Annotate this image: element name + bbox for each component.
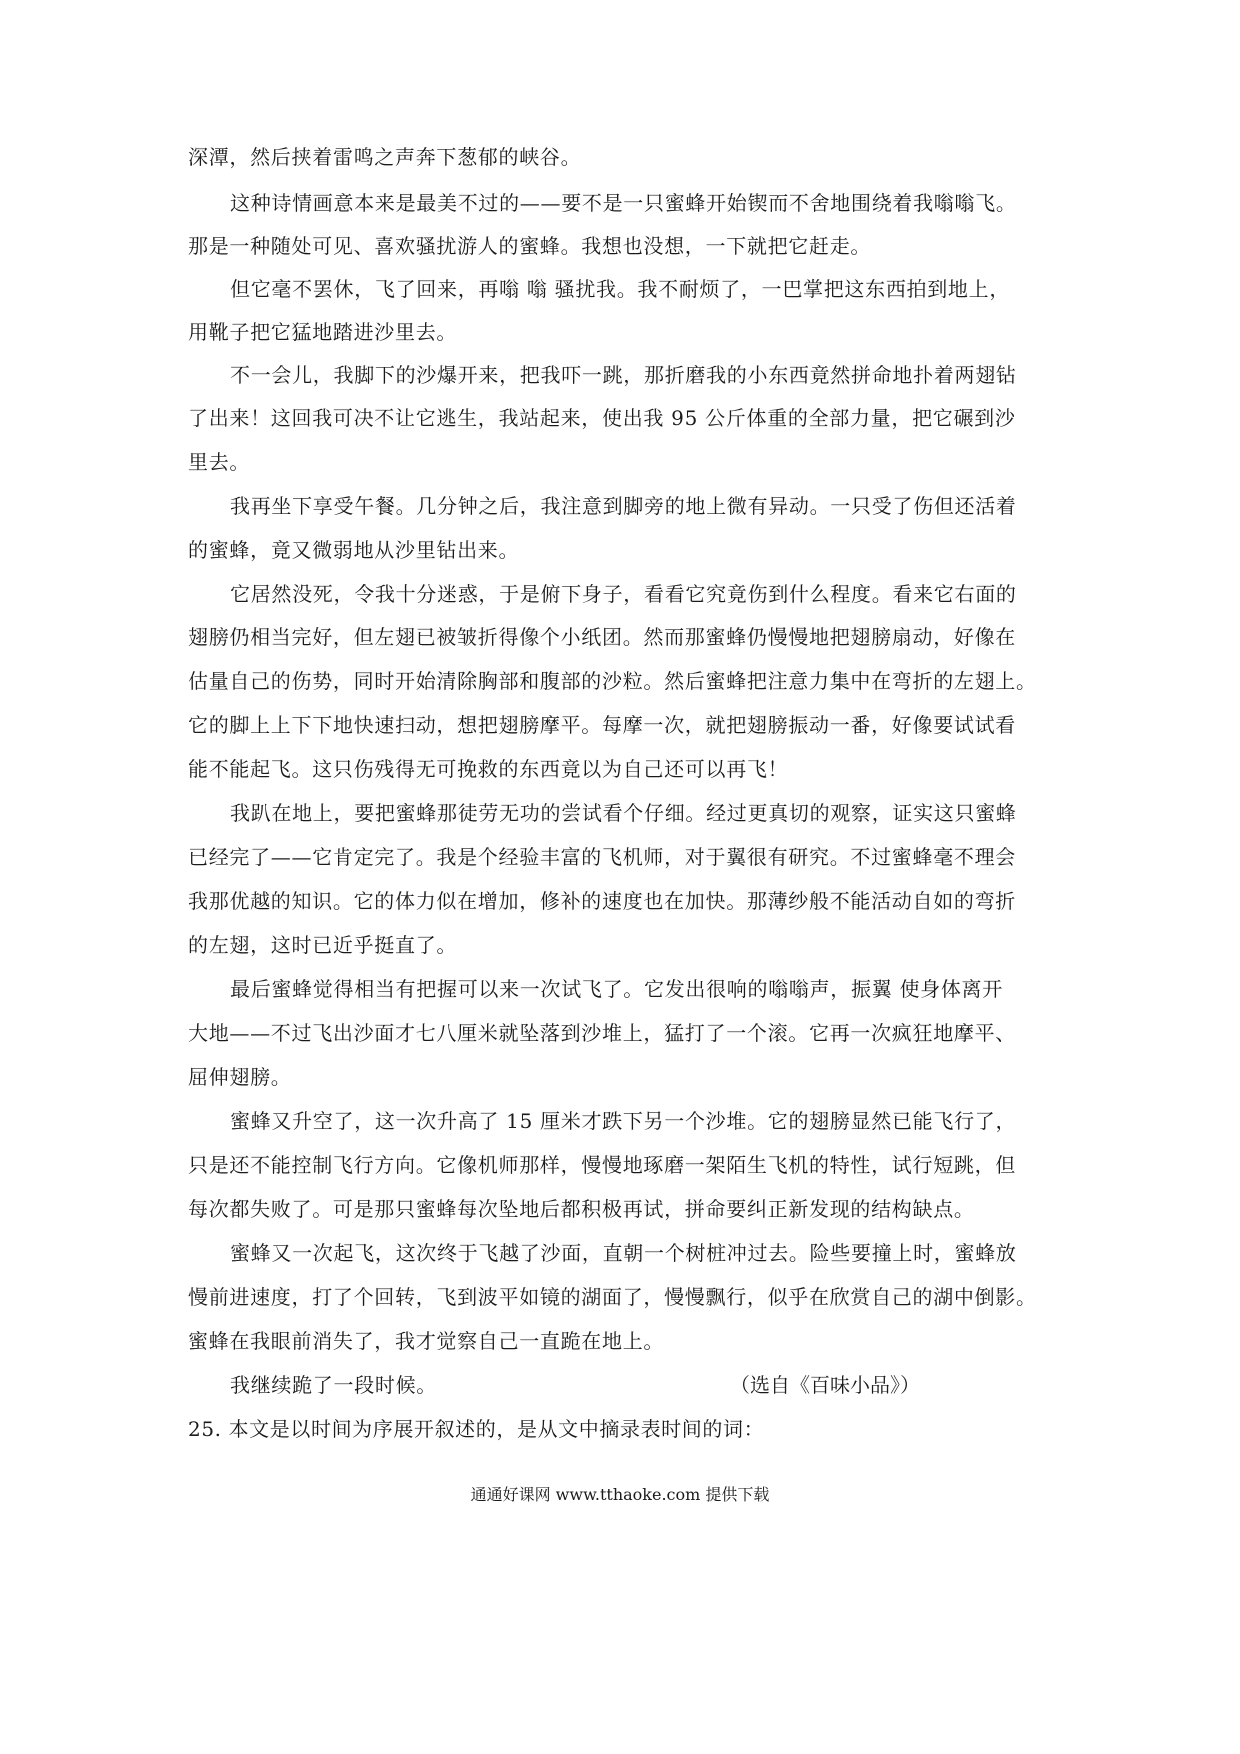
question-25: 25. 本文是以时间为序展开叙述的，是从文中摘录表时间的词：: [188, 1417, 765, 1441]
page-footer: 通通好课网 www.tthaoke.com 提供下载: [470, 1485, 770, 1504]
paragraph-line: 我那优越的知识。它的体力似在增加，修补的速度也在加快。那薄纱般不能活动自如的弯折: [188, 889, 1016, 913]
paragraph-line: 蜜蜂又一次起飞，这次终于飞越了沙面，直朝一个树桩冲过去。险些要撞上时，蜜蜂放: [230, 1241, 1017, 1265]
paragraph-line: 它的脚上上下下地快速扫动，想把翅膀摩平。每摩一次，就把翅膀振动一番，好像要试试看: [188, 713, 1016, 737]
paragraph-line: 已经完了——它肯定完了。我是个经验丰富的飞机师，对于翼很有研究。不过蜜蜂毫不理会: [188, 845, 1016, 869]
paragraph-line: 慢前进速度，打了个回转，飞到波平如镜的湖面了，慢慢飘行，似乎在欣赏自己的湖中倒影。: [188, 1285, 1037, 1309]
paragraph-line: 的蜜蜂，竟又微弱地从沙里钻出来。: [188, 538, 520, 562]
paragraph-line: 的左翅，这时已近乎挺直了。: [188, 933, 458, 957]
paragraph-line: 屈伸翅膀。: [188, 1065, 292, 1089]
source-citation: （选自《百味小品》）: [730, 1373, 920, 1397]
paragraph-line: 我再坐下享受午餐。几分钟之后，我注意到脚旁的地上微有异动。一只受了伤但还活着: [230, 494, 1017, 518]
paragraph-line: 大地——不过飞出沙面才七八厘米就坠落到沙堆上，猛打了一个滚。它再一次疯狂地摩平、: [188, 1021, 1016, 1045]
paragraph-line: 深潭，然后挟着雷鸣之声奔下葱郁的峡谷。: [188, 145, 582, 169]
paragraph-line: 不一会儿，我脚下的沙爆开来，把我吓一跳，那折磨我的小东西竟然拼命地扑着两翅钻: [230, 363, 1017, 387]
paragraph-line: 翅膀仍相当完好，但左翅已被皱折得像个小纸团。然而那蜜蜂仍慢慢地把翅膀扇动，好像在: [188, 625, 1016, 649]
paragraph-line: 但它毫不罢休，飞了回来，再嗡 嗡 骚扰我。我不耐烦了，一巴掌把这东西拍到地上，: [230, 277, 1011, 301]
paragraph-line: 只是还不能控制飞行方向。它像机师那样，慢慢地琢磨一架陌生飞机的特性，试行短跳，但: [188, 1153, 1016, 1177]
paragraph-line: 每次都失败了。可是那只蜜蜂每次坠地后都积极再试，拼命要纠正新发现的结构缺点。: [188, 1197, 975, 1221]
paragraph-line: 我趴在地上，要把蜜蜂那徒劳无功的尝试看个仔细。经过更真切的观察，证实这只蜜蜂: [230, 801, 1017, 825]
paragraph-line: 了出来！这回我可决不让它逃生，我站起来，使出我 95 公斤体重的全部力量，把它碾到沙: [188, 406, 1016, 430]
paragraph-line: 用靴子把它猛地踏进沙里去。: [188, 320, 458, 344]
paragraph-line: 这种诗情画意本来是最美不过的——要不是一只蜜蜂开始锲而不舍地围绕着我嗡嗡飞。: [230, 191, 1017, 215]
paragraph-line: 估量自己的伤势，同时开始清除胸部和腹部的沙粒。然后蜜蜂把注意力集中在弯折的左翅上。: [188, 669, 1037, 693]
paragraph-line: 蜜蜂在我眼前消失了，我才觉察自己一直跪在地上。: [188, 1329, 665, 1353]
paragraph-line: 最后蜜蜂觉得相当有把握可以来一次试飞了。它发出很响的嗡嗡声，振翼 使身体离开: [230, 977, 1003, 1001]
paragraph-line: 蜜蜂又升空了，这一次升高了 15 厘米才跌下另一个沙堆。它的翅膀显然已能飞行了，: [230, 1109, 1017, 1133]
paragraph-line: 里去。: [188, 450, 251, 474]
paragraph-line: 我继续跪了一段时候。: [230, 1373, 437, 1397]
paragraph-line: 那是一种随处可见、喜欢骚扰游人的蜜蜂。我想也没想，一下就把它赶走。: [188, 234, 872, 258]
paragraph-line: 它居然没死，令我十分迷惑，于是俯下身子，看看它究竟伤到什么程度。看来它右面的: [230, 582, 1017, 606]
paragraph-line: 能不能起飞。这只伤残得无可挽救的东西竟以为自己还可以再飞！: [188, 757, 789, 781]
